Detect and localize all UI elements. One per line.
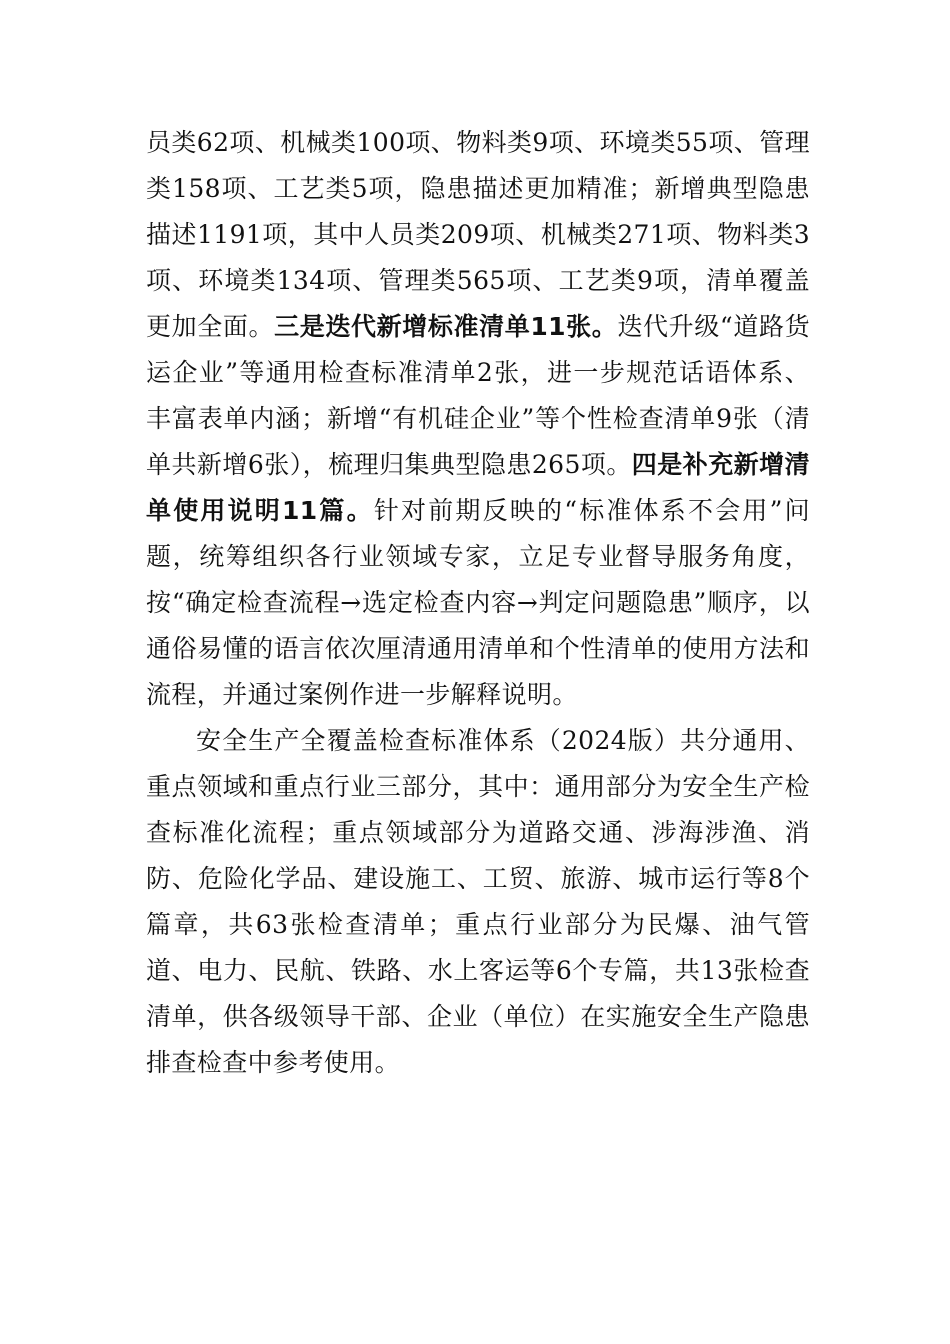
paragraph-1-text-b: 迭代升级“道路货运企业”等通用检查标准清单2张，进一步规范话语体系、丰富表单内涵；新增“有机硅企业”等个性检查清单9张（清单共新增6张），梳理归集典型隐患265项。 [146, 312, 810, 479]
paragraph-1-text-c: 针对前期反映的“标准体系不会用”问题，统筹组织各行业领域专家，立足专业督导服务角度，按“确定检查流程→选定检查内容→判定问题隐患”顺序，以通俗易懂的语言依次厘清通用清单和个性清单的使用方法和流程，并通过案例作进一步解释说明。 [146, 496, 810, 709]
paragraph-continued [146, 120, 810, 718]
paragraph-standard-system: 安全生产全覆盖检查标准体系（2024版）共分通用、重点领域和重点行业三部分，其中：通用部分为安全生产检查标准化流程；重点领域部分为道路交通、涉海涉渔、消防、危险化学品、建设施工、工贸、旅游、城市运行等8个篇章，共63张检查清单；重点行业部分为民爆、油气管道、电力、民航、铁路、水上客运等6个专篇，共13张检查清单，供各级领导干部、企业（单位）在实施安全生产隐患排查检查中参考使用。 [146, 726, 810, 1077]
paragraph-1-heading-fourth: 四是补充新增清单使用说明11篇。 [146, 450, 810, 525]
paragraph-1-text-a: 员类62项、机械类100项、物料类9项、环境类55项、管理类158项、工艺类5项，隐患描述更加精准；新增典型隐患描述1191项，其中人员类209项、机械类271项、物料类3项、环境类134项、管理类565项、工艺类9项，清单覆盖更加全面。 [146, 128, 810, 341]
document-body [146, 120, 810, 1086]
paragraph-1-heading-third: 三是迭代新增标准清单11张。 [274, 312, 618, 341]
